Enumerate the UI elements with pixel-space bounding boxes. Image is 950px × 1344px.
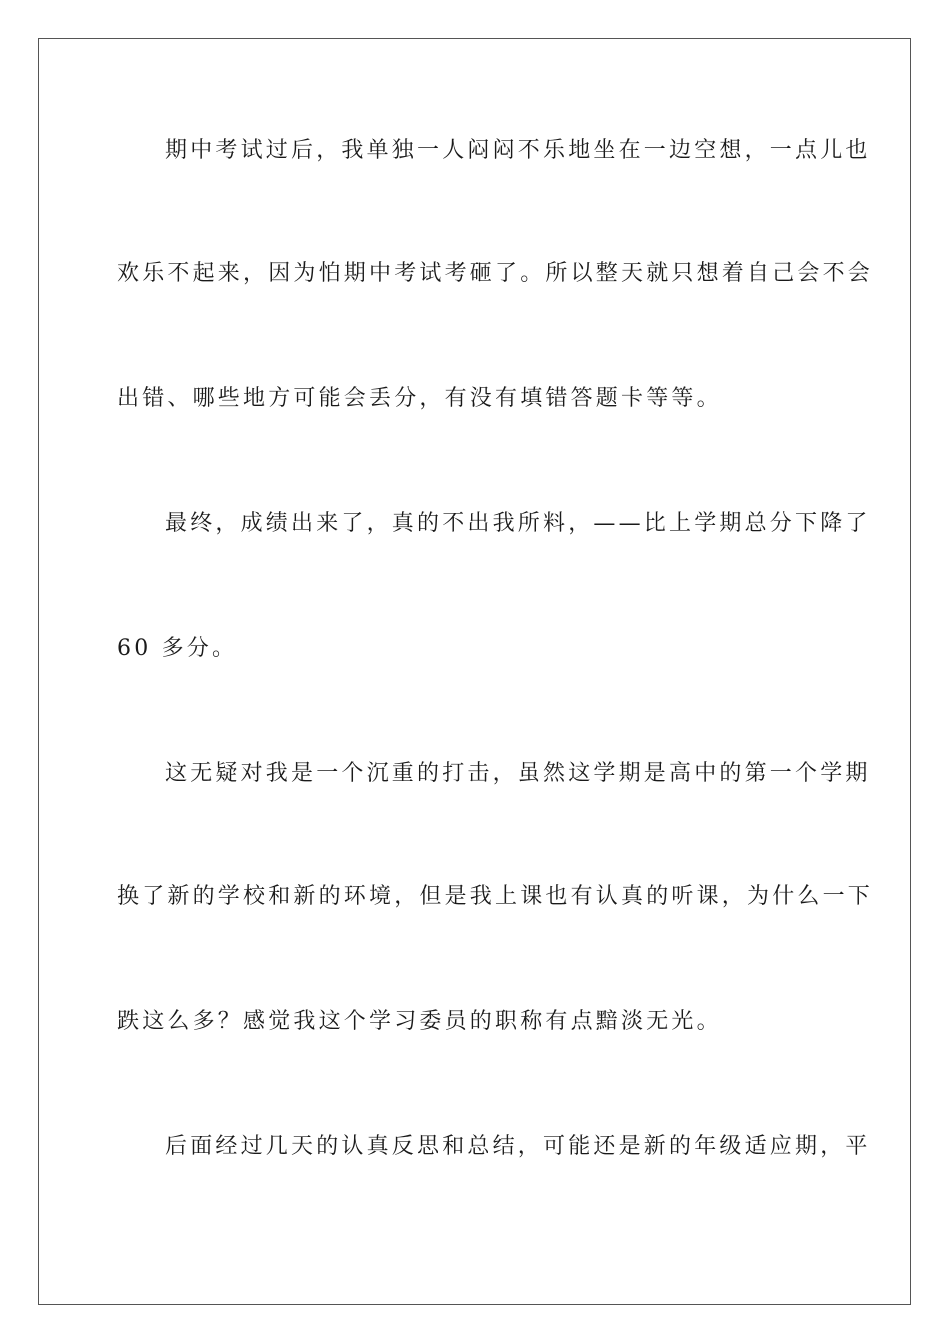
paragraph-1-line-3: 出错、哪些地方可能会丢分，有没有填错答题卡等等。 (117, 386, 722, 411)
paragraph-2-line-1: 最终，成绩出来了，真的不出我所料，——比上学期总分下降了 (165, 511, 871, 536)
paragraph-2-line-2: 60 多分。 (117, 636, 238, 661)
page-border (38, 38, 911, 1305)
paragraph-3-line-2: 换了新的学校和新的环境，但是我上课也有认真的听课，为什么一下 (117, 884, 874, 909)
paragraph-4-line-1: 后面经过几天的认真反思和总结，可能还是新的年级适应期，平 (165, 1134, 871, 1159)
paragraph-1-line-2: 欢乐不起来，因为怕期中考试考砸了。所以整天就只想着自己会不会 (117, 261, 874, 286)
paragraph-3-line-1: 这无疑对我是一个沉重的打击，虽然这学期是高中的第一个学期 (165, 761, 871, 786)
paragraph-3-line-3: 跌这么多？感觉我这个学习委员的职称有点黯淡无光。 (117, 1009, 722, 1034)
paragraph-1-line-1: 期中考试过后，我单独一人闷闷不乐地坐在一边空想，一点儿也 (165, 138, 871, 163)
